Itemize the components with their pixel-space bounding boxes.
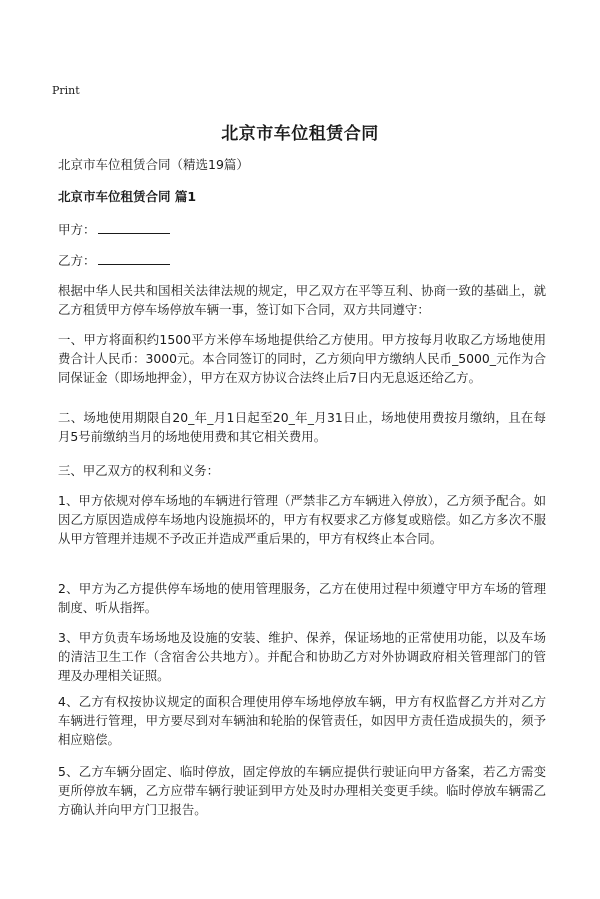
document-title: 北京市车位租赁合同: [221, 124, 379, 144]
document-subtitle: 北京市车位租赁合同（精选19篇）: [58, 157, 249, 172]
party-a-blank: [98, 221, 170, 234]
party-b-blank: [98, 252, 170, 265]
party-b-line: [58, 251, 170, 269]
paragraph-item-3: 3、甲方负责车场场地及设施的安装、维护、保养，保证场地的正常使用功能，以及车场的清洁卫生工作（含宿舍公共地方）。并配合和协助乙方对外协调政府相关管理部门的管理及办理相关证照。: [58, 630, 546, 683]
paragraph-preamble: 根据中华人民共和国相关法律法规的规定，甲乙双方在平等互利、协商一致的基础上，就乙方租赁甲方停车场停放车辆一事，签订如下合同，双方共同遵守：: [58, 283, 546, 317]
print-label[interactable]: Print: [52, 84, 80, 97]
section-heading: 北京市车位租赁合同 篇1: [58, 189, 197, 204]
party-a-line: [58, 220, 170, 238]
paragraph-clause-2: 二、场地使用期限自20_年_月1日起至20_年_月31日止，场地使用费按月缴纳，且在每月5号前缴纳当月的场地使用费和其它相关费用。: [58, 410, 546, 444]
paragraph-clause-3-heading: 三、甲乙双方的权利和义务：: [58, 463, 220, 478]
paragraph-item-5: 5、乙方车辆分固定、临时停放，固定停放的车辆应提供行驶证向甲方备案，若乙方需变更所停放车辆，乙方应带车辆行驶证到甲方处及时办理相关变更手续。临时停放车辆需乙方确认并向甲方门卫报告。: [58, 764, 546, 817]
paragraph-item-4: 4、乙方有权按协议规定的面积合理使用停车场地停放车辆，甲方有权监督乙方并对乙方车辆进行管理，甲方要尽到对车辆油和轮胎的保管责任，如因甲方责任造成损失的，须予相应赔偿。: [58, 694, 546, 747]
party-b-label: 乙方：: [58, 253, 96, 268]
paragraph-item-2: 2、甲方为乙方提供停车场地的使用管理服务，乙方在使用过程中须遵守甲方车场的管理制度、听从指挥。: [58, 581, 546, 615]
party-a-label: 甲方：: [58, 222, 96, 237]
paragraph-item-1: 1、甲方依规对停车场地的车辆进行管理（严禁非乙方车辆进入停放），乙方须予配合。如因乙方原因造成停车场地内设施损坏的，甲方有权要求乙方修复或赔偿。如乙方多次不服从甲方管理并违规不予改正并造成严重后果的，甲方有权终止本合同。: [58, 493, 546, 546]
paragraph-clause-1: 一、甲方将面积约1500平方米停车场地提供给乙方使用。甲方按每月收取乙方场地使用费合计人民币：3000元。本合同签订的同时，乙方须向甲方缴纳人民币_5000_元作为合同保证金（即场地押金），甲方在双方协议合法终止后7日内无息返还给乙方。: [58, 332, 546, 385]
